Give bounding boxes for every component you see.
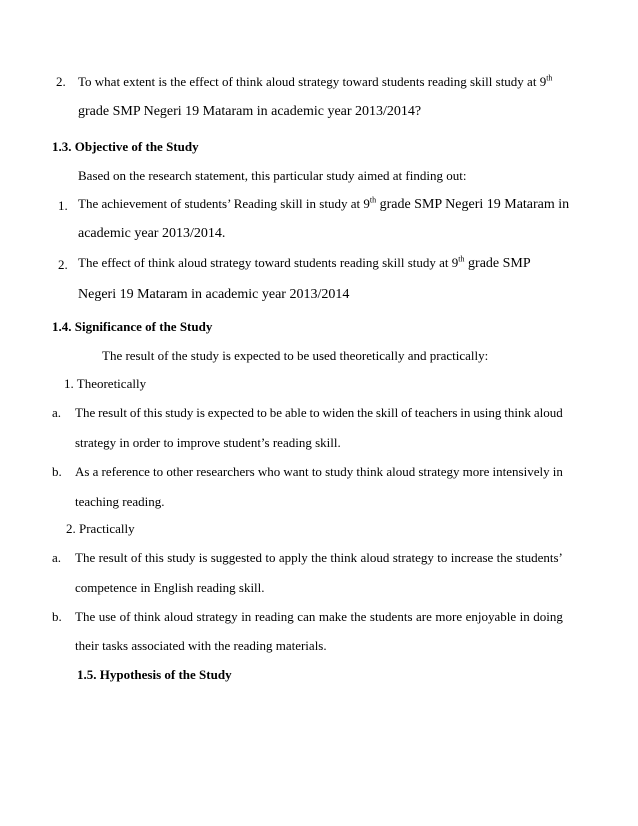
text-segment: The achievement of students’ Reading skill in study at 9 <box>78 196 370 211</box>
list-marker: a. <box>52 405 62 420</box>
word: of <box>119 609 131 624</box>
word: enjoyable <box>465 609 517 624</box>
word: As <box>75 464 90 479</box>
text-segment: To what extent is the effect of think aloud strategy toward students reading skill study at 9 <box>78 74 547 89</box>
word: increase <box>450 550 494 565</box>
word: strategy <box>196 609 238 624</box>
theoretical-point-b-cont: teaching reading. <box>75 494 165 509</box>
subsection-practically: 2. Practically <box>66 521 135 536</box>
word: think <box>133 609 161 624</box>
word: this <box>143 405 163 420</box>
word: the <box>350 609 367 624</box>
word: the <box>496 550 513 565</box>
word: reading <box>254 609 294 624</box>
significance-intro: The result of the study is expected to be used theoretically and practically: <box>102 348 489 363</box>
word: study <box>167 550 196 565</box>
word: other <box>166 464 194 479</box>
word: doing <box>533 609 563 624</box>
theoretical-point-a-cont: strategy in order to improve student’s reading skill. <box>75 435 341 450</box>
word: using <box>473 405 502 420</box>
superscript: th <box>458 254 465 264</box>
word: of <box>129 405 141 420</box>
word: result <box>98 405 127 420</box>
word: who <box>257 464 281 479</box>
word: result <box>98 550 128 565</box>
theoretical-point-a <box>75 406 563 419</box>
word: reference <box>101 464 150 479</box>
word: in <box>460 405 471 420</box>
list-marker: b. <box>52 464 62 479</box>
word: suggested <box>210 550 263 565</box>
word: in <box>519 609 530 624</box>
word: aloud <box>533 405 563 420</box>
objective-item-1-cont: academic year 2013/2014. <box>78 226 226 241</box>
list-marker: a. <box>52 550 62 565</box>
word: make <box>318 609 347 624</box>
list-marker: 2. <box>56 74 66 89</box>
text-segment: The effect of think aloud strategy toward students reading skill study at 9 <box>78 255 459 270</box>
list-marker: 1. <box>58 198 68 213</box>
word: think <box>356 464 384 479</box>
word: teachers <box>414 405 458 420</box>
word: can <box>297 609 316 624</box>
word: of <box>130 550 142 565</box>
word: to <box>265 550 276 565</box>
text-segment: grade SMP Negeri 19 Mataram in <box>376 197 570 212</box>
word: study <box>165 405 194 420</box>
objective-item-1 <box>78 197 569 212</box>
word: The <box>75 609 96 624</box>
section-heading-objective: 1.3. Objective of the Study <box>52 139 199 154</box>
objective-item-2-cont: Negeri 19 Mataram in academic year 2013/2014 <box>78 287 350 302</box>
word: aloud <box>164 609 194 624</box>
objective-item-2 <box>78 256 531 271</box>
practical-point-a-cont: competence in English reading skill. <box>75 580 265 595</box>
word: to <box>311 464 322 479</box>
word: the <box>357 405 373 420</box>
word: in <box>241 609 252 624</box>
word: students <box>369 609 413 624</box>
word: is <box>196 405 205 420</box>
section-heading-hypothesis: 1.5. Hypothesis of the Study <box>77 667 232 682</box>
word: more <box>462 464 490 479</box>
research-question-2 <box>78 75 552 88</box>
research-question-2-cont: grade SMP Negeri 19 Mataram in academic year 2013/2014? <box>78 104 422 119</box>
section-heading-significance: 1.4. Significance of the Study <box>52 319 213 334</box>
theoretical-point-b <box>75 465 563 478</box>
word: think <box>504 405 531 420</box>
word: researchers <box>196 464 255 479</box>
word: aloud <box>360 550 390 565</box>
word: strategy <box>392 550 434 565</box>
practical-point-b <box>75 610 563 623</box>
word: use <box>98 609 117 624</box>
word: a <box>92 464 99 479</box>
word: intensively <box>492 464 550 479</box>
word: want <box>283 464 309 479</box>
list-marker: 2. <box>58 257 68 272</box>
practical-point-a <box>75 551 563 564</box>
word: the <box>311 550 328 565</box>
word: to <box>309 405 320 420</box>
word: expected <box>207 405 254 420</box>
superscript: th <box>546 73 553 83</box>
word: in <box>552 464 563 479</box>
word: more <box>435 609 463 624</box>
word: apply <box>278 550 308 565</box>
word: students’ <box>515 550 563 565</box>
word: The <box>75 405 96 420</box>
word: able <box>284 405 307 420</box>
superscript: th <box>369 195 377 205</box>
objective-intro: Based on the research statement, this particular study aimed at finding out: <box>78 168 467 183</box>
word: be <box>269 405 283 420</box>
subsection-theoretically: 1. Theoretically <box>64 376 147 391</box>
word: aloud <box>386 464 416 479</box>
practical-point-b-cont: their tasks associated with the reading materials. <box>75 638 327 653</box>
text-segment: grade SMP <box>464 256 531 271</box>
word: of <box>401 405 412 420</box>
word: to <box>256 405 267 420</box>
word: to <box>437 550 448 565</box>
word: widen <box>322 405 355 420</box>
word: The <box>75 550 96 565</box>
word: think <box>330 550 358 565</box>
list-marker: b. <box>52 609 62 624</box>
word: to <box>153 464 164 479</box>
word: strategy <box>418 464 460 479</box>
word: is <box>198 550 208 565</box>
word: this <box>145 550 164 565</box>
word: study <box>325 464 354 479</box>
word: are <box>416 609 432 624</box>
word: skill <box>375 405 399 420</box>
